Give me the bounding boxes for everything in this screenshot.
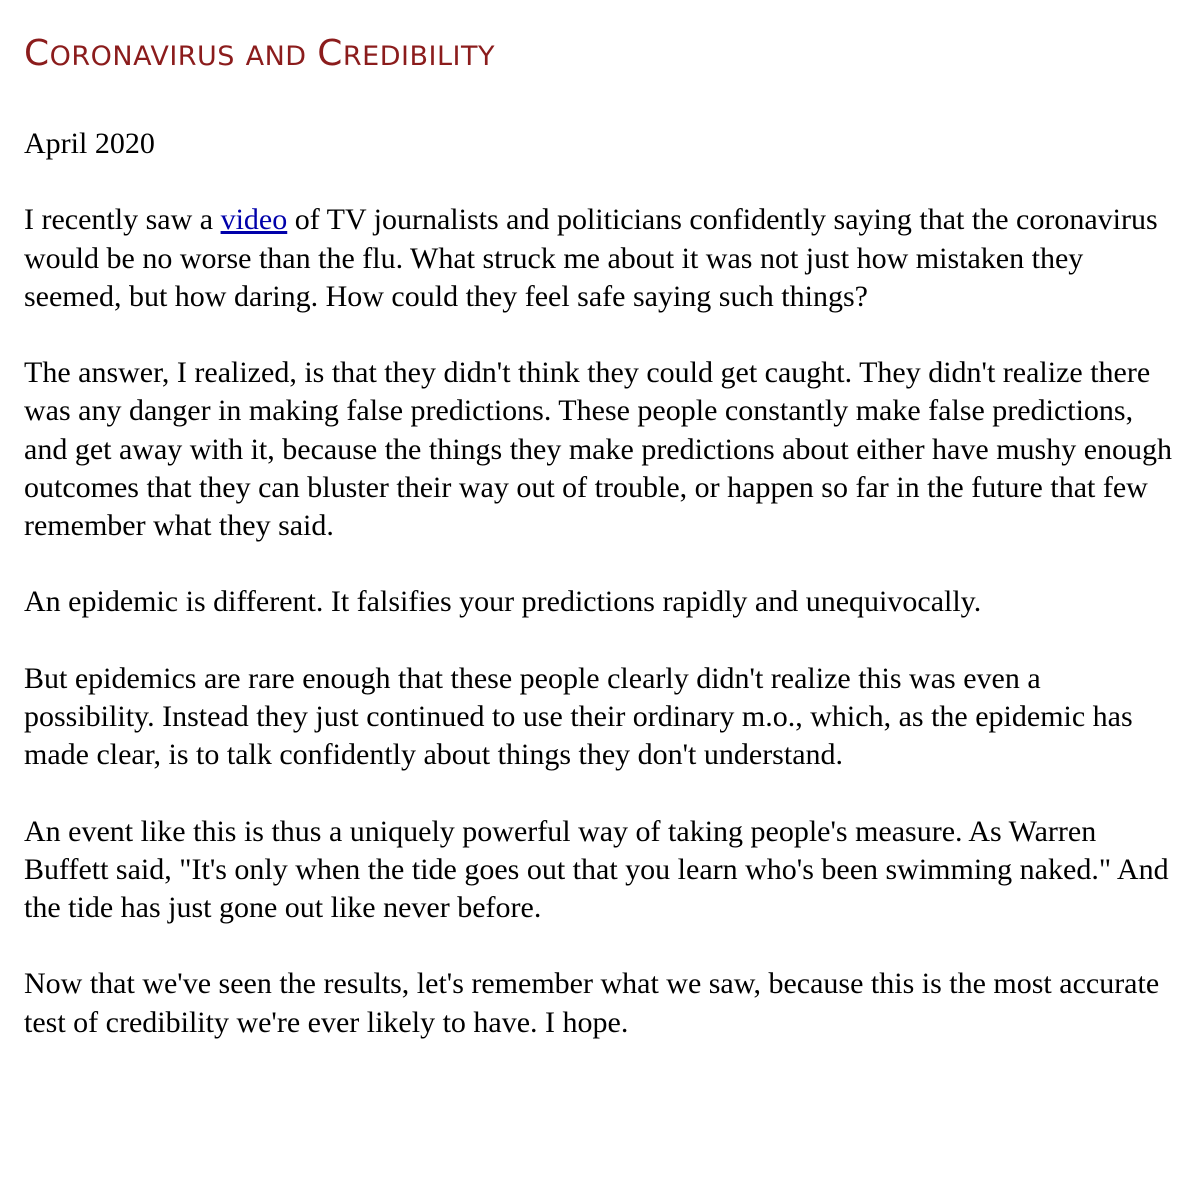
- title-word-3: CREDIBILITY: [317, 33, 495, 74]
- paragraph-4: But epidemics are rare enough that these people clearly didn't realize this was even a possibility. Instead they just continued to use their ordinary m.o., which, as the epidemic has made clear, is to talk confidently about things they don't understand.: [24, 661, 1133, 772]
- essay-date: April 2020: [24, 127, 155, 160]
- page-title: [24, 30, 1174, 78]
- title-word-1: CORONAVIRUS: [24, 33, 235, 74]
- paragraph-3: An epidemic is different. It falsifies your predictions rapidly and unequivocally.: [24, 585, 982, 619]
- paragraph-1: I recently saw a video of TV journalists and politicians confidently saying that the coronavirus would be no worse than the flu. What struck me about it was not just how mistaken they seemed, but how daring. How could they feel safe saying such things?: [24, 203, 1158, 313]
- essay-page: [24, 30, 1174, 1080]
- essay-body: [24, 125, 1174, 1042]
- video-link[interactable]: video: [220, 203, 288, 237]
- paragraph-6: Now that we've seen the results, let's remember what we saw, because this is the most accurate test of credibility we're ever likely to have. I hope.: [24, 967, 1160, 1039]
- paragraph-2: The answer, I realized, is that they didn't think they could get caught. They didn't realize there was any danger in making false predictions. These people constantly make false predictions, and get away with it, because the things they make predictions about either have mushy enough outcomes that they can bluster their way out of trouble, or happen so far in the future that few remember what they said.: [24, 356, 1173, 542]
- paragraph-5: An event like this is thus a uniquely powerful way of taking people's measure. As Warren Buffett said, "It's only when the tide goes out that you learn who's been swimming naked." And the tide has just gone out like never before.: [24, 814, 1169, 924]
- title-word-2: AND: [245, 41, 307, 72]
